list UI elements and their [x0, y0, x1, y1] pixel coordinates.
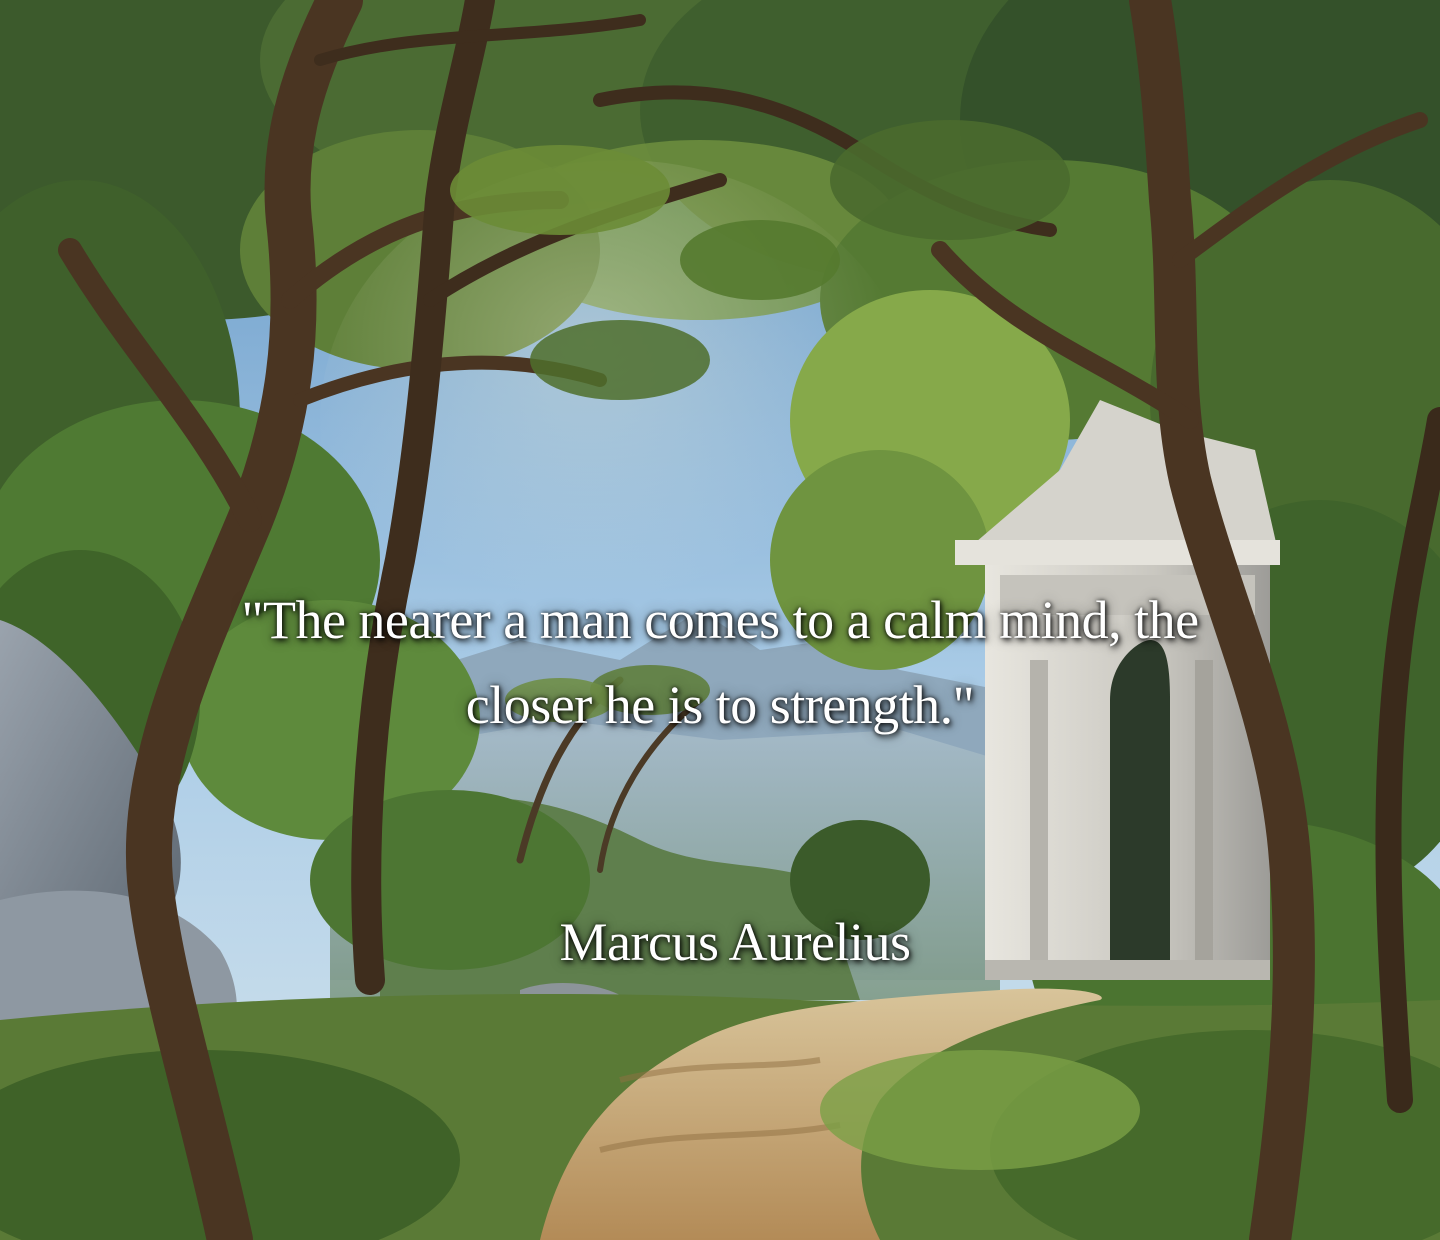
quote-author: Marcus Aurelius: [559, 912, 911, 972]
quote-line-2: closer he is to strength.": [465, 675, 975, 735]
quote-line-1: "The nearer a man comes to a calm mind, the: [241, 590, 1199, 650]
